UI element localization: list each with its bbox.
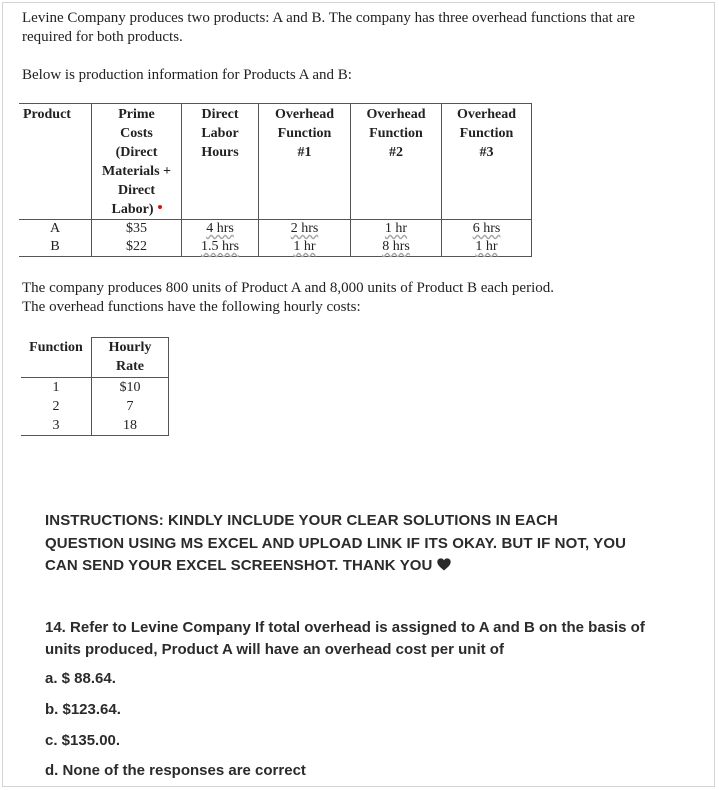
header-f3-l3: #3	[479, 145, 494, 160]
cell-f3	[442, 220, 532, 239]
cell-f3-text: 6 hrs	[472, 221, 501, 236]
header-dlh-l1: Direct	[201, 107, 239, 122]
function-rate-table	[21, 337, 169, 436]
header-direct-labor-hours	[182, 104, 259, 220]
instructions-line-3-wrap	[45, 555, 695, 579]
below-text: Below is production information for Products A and B:	[22, 67, 352, 83]
table-row	[19, 238, 532, 257]
header-function	[21, 338, 92, 378]
cell-dlh-text: 1.5 hrs	[200, 239, 240, 254]
cell-dlh-text: 4 hrs	[206, 221, 234, 236]
production-line-1: The company produces 800 units of Product A and 8,000 units of Product B each period.	[22, 280, 554, 296]
header-prime-l6-wrap	[92, 200, 181, 219]
cell-prime: $22	[92, 238, 182, 257]
option-d: d. None of the responses are correct	[45, 762, 306, 779]
question-line-1: 14. Refer to Levine Company If total overhead is assigned to A and B on the basis of	[45, 619, 645, 636]
heart-icon	[437, 556, 451, 579]
table-row	[21, 416, 169, 436]
question-line-2: units produced, Product A will have an overhead cost per unit of	[45, 641, 504, 658]
header-f1-l1: Overhead	[274, 107, 335, 122]
header-function-2	[351, 104, 442, 220]
cell-rate: 7	[92, 397, 169, 416]
header-f2-l3: #2	[389, 145, 403, 160]
header-rate-l1: Hourly	[108, 340, 152, 355]
cell-function: 3	[21, 416, 92, 436]
header-prime-l2: Costs	[120, 126, 153, 141]
product-table-header	[19, 104, 532, 220]
header-prime-l4: Materials +	[101, 164, 171, 179]
cell-prime: $35	[92, 220, 182, 239]
table-row	[21, 397, 169, 416]
cell-function: 2	[21, 397, 92, 416]
cell-product: B	[19, 238, 92, 257]
header-f2-l2: Function	[369, 126, 423, 141]
cell-f1-text: 2 hrs	[290, 221, 319, 236]
cell-f2	[351, 220, 442, 239]
header-prime-l1: Prime	[118, 107, 155, 122]
cell-dlh	[182, 220, 259, 239]
header-product	[19, 104, 92, 220]
product-table	[19, 103, 532, 257]
header-function-1	[259, 104, 351, 220]
instructions-line-3: CAN SEND YOUR EXCEL SCREENSHOT. THANK YOU	[45, 557, 433, 574]
instructions-line-2: QUESTION USING MS EXCEL AND UPLOAD LINK IF ITS OKAY. BUT IF NOT, YOU	[45, 534, 627, 552]
cell-f1-text: 1 hr	[293, 239, 316, 254]
header-f1-l2: Function	[277, 126, 332, 141]
intro-line-2: required for both products.	[22, 29, 183, 45]
header-rate-l2: Rate	[116, 359, 144, 374]
red-dot-marker	[158, 205, 162, 209]
cell-f2	[351, 238, 442, 257]
instructions-line-1: INSTRUCTIONS: KINDLY INCLUDE YOUR CLEAR SOLUTIONS IN EACH	[45, 512, 558, 529]
table-row	[19, 220, 532, 239]
instructions-block	[45, 510, 695, 579]
intro-line-1: Levine Company produces two products: A and B. The company has three overhead functions that are	[22, 10, 635, 26]
cell-f1	[259, 238, 351, 257]
option-c: c. $135.00.	[45, 732, 121, 749]
header-f1-l3: #1	[297, 145, 312, 160]
header-f2-l1: Overhead	[366, 107, 426, 122]
option-a: a. $ 88.64.	[45, 670, 116, 687]
header-prime-l6: Labor)	[111, 202, 154, 217]
cell-rate: 18	[92, 416, 169, 436]
header-f3-l2: Function	[459, 126, 514, 141]
cell-f2-text: 1 hr	[384, 221, 408, 236]
cell-f3-text: 1 hr	[475, 239, 498, 254]
cell-dlh	[182, 238, 259, 257]
header-hourly-rate	[92, 338, 169, 378]
header-prime-costs	[92, 104, 182, 220]
production-line-2: The overhead functions have the following hourly costs:	[22, 299, 361, 315]
cell-f1	[259, 220, 351, 239]
question-14	[45, 617, 695, 661]
cell-f3	[442, 238, 532, 257]
header-dlh-l2: Labor	[201, 126, 239, 141]
header-function-label: Function	[29, 339, 83, 355]
cell-rate: $10	[92, 378, 169, 398]
option-b: b. $123.64.	[45, 701, 121, 718]
intro-paragraph	[22, 9, 697, 47]
function-table-header	[21, 338, 169, 378]
cell-function: 1	[21, 378, 92, 398]
cell-f2-text: 8 hrs	[382, 239, 410, 254]
table-row	[21, 378, 169, 398]
header-prime-l5: Direct	[117, 183, 156, 198]
header-f3-l1: Overhead	[456, 107, 517, 122]
cell-product: A	[49, 221, 61, 236]
header-dlh-l3: Hours	[201, 145, 239, 160]
header-prime-l3: (Direct	[115, 145, 158, 160]
production-paragraph	[22, 279, 554, 317]
header-function-3	[442, 104, 532, 220]
header-product-label: Product	[23, 107, 71, 122]
